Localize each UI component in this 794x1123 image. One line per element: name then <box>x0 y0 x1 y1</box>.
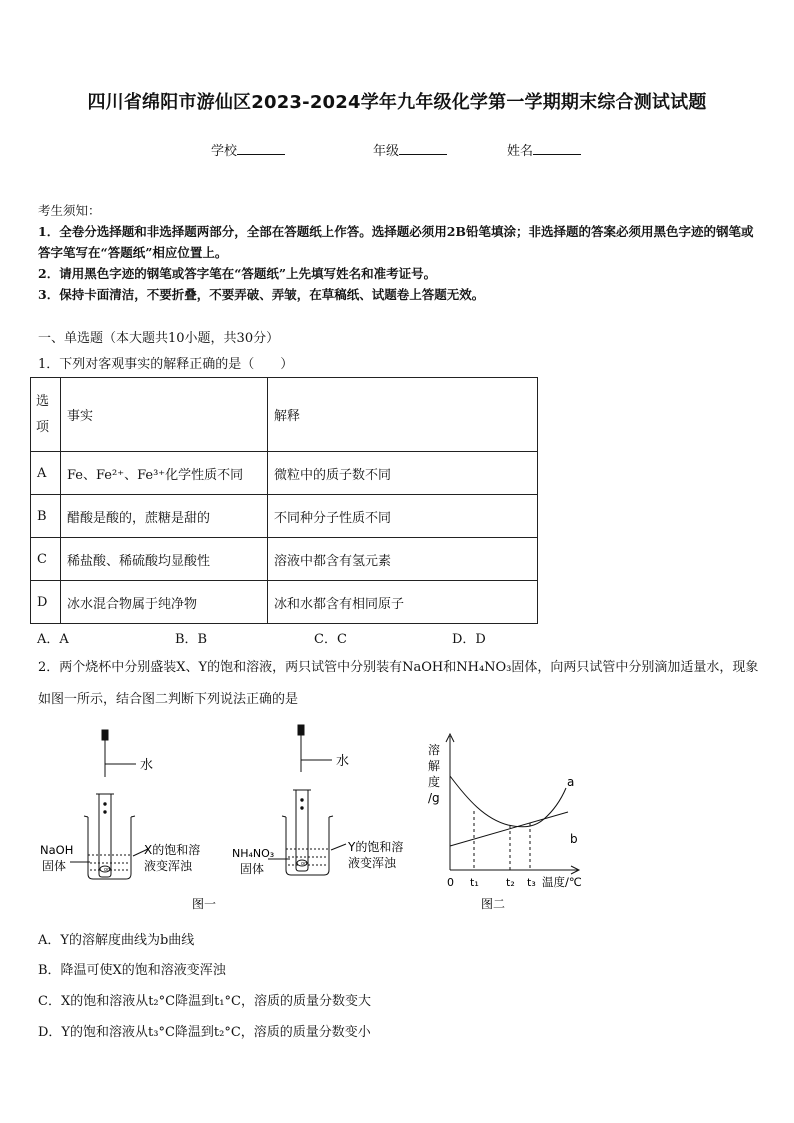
figure2-caption: 图二 <box>481 897 506 911</box>
q1-options <box>0 628 794 647</box>
curve-a-label: a <box>567 775 575 789</box>
row-fact: 稀盐酸、稀硫酸均显酸性 <box>61 538 268 581</box>
row-option: A <box>31 452 61 495</box>
section-heading: 一、单选题（本大题共10小题，共30分） <box>38 331 280 346</box>
table-row <box>31 538 538 581</box>
dropper-bulb-left <box>102 730 108 740</box>
tick-t3: t₃ <box>527 876 536 889</box>
ylabel-1: 溶 <box>428 743 441 757</box>
q2-choice-d[interactable]: D．Y的饱和溶液从t₃°C降温到t₂°C，溶质的质量分数变小 <box>38 1025 371 1040</box>
nh4no3-label: NH₄NO₃ <box>232 847 275 860</box>
table-header-row <box>31 378 538 452</box>
figure1-left-apparatus <box>70 730 148 879</box>
y-solution-label-1: Y的饱和溶 <box>348 840 404 854</box>
header-option: 选项 <box>31 378 61 452</box>
table-row <box>31 452 538 495</box>
q2-figures <box>30 722 610 917</box>
header-fact: 事实 <box>61 378 268 452</box>
row-explain: 溶液中都含有氢元素 <box>268 538 538 581</box>
row-option: B <box>31 495 61 538</box>
school-label: 学校 <box>211 144 238 159</box>
water-label-left: 水 <box>140 758 154 773</box>
q2-stem: 2．两个烧杯中分别盛装X、Y的饱和溶液，两只试管中分别装有NaOH和NH₄NO₃固体，向两只试管中分别滴加适量水，现象如图一所示，结合图二判断下列说法正确的是 <box>38 660 759 707</box>
notice-heading: 考生须知： <box>38 203 101 218</box>
header-explain: 解释 <box>268 378 538 452</box>
test-tube-right <box>296 790 308 871</box>
q2-choice-c[interactable]: C．X的饱和溶液从t₂°C降温到t₁°C，溶质的质量分数变大 <box>38 994 371 1009</box>
nh4no3-solid-label: 固体 <box>240 862 265 876</box>
table-row <box>31 495 538 538</box>
row-option: D <box>31 581 61 624</box>
grade-field[interactable] <box>373 140 447 159</box>
school-field[interactable] <box>211 140 285 159</box>
naoh-solid-label: 固体 <box>42 859 67 873</box>
figure2-graph <box>446 734 579 874</box>
figure1-caption: 图一 <box>192 897 217 911</box>
notice-item-3: 3．保持卡面清洁，不要折叠，不要弄破、弄皱，在草稿纸、试题卷上答题无效。 <box>38 287 485 302</box>
svg-text:oo: oo <box>301 861 308 867</box>
y-solution-label-2: 液变浑浊 <box>348 856 397 870</box>
xlabel: 温度/℃ <box>542 875 582 889</box>
x-solution-label-1: X的饱和溶 <box>144 843 201 857</box>
grade-label: 年级 <box>373 144 400 159</box>
ylabel-2: 解 <box>428 759 441 773</box>
name-blank[interactable] <box>533 142 581 155</box>
q1-option-a[interactable]: A．A <box>37 632 69 647</box>
row-fact: 醋酸是酸的，蔗糖是甜的 <box>61 495 268 538</box>
ylabel-3: 度 <box>428 775 441 789</box>
q1-option-d[interactable]: D．D <box>452 632 486 647</box>
grade-blank[interactable] <box>399 142 447 155</box>
svg-text:oo: oo <box>104 867 111 873</box>
tick-t1: t₁ <box>470 876 479 889</box>
x-solution-label-2: 液变浑浊 <box>144 859 193 873</box>
origin-label: 0 <box>447 876 454 889</box>
curve-b-label: b <box>570 832 578 846</box>
row-explain: 冰和水都含有相同原子 <box>268 581 538 624</box>
name-field[interactable] <box>507 140 581 159</box>
q1-table <box>30 377 538 624</box>
ylabel-4: /g <box>428 791 440 805</box>
q1-option-b[interactable]: B．B <box>175 632 208 647</box>
tick-t2: t₂ <box>506 876 515 889</box>
page-title: 四川省绵阳市游仙区2023-2024学年九年级化学第一学期期末综合测试试题 <box>87 92 707 113</box>
water-label-right: 水 <box>336 754 350 769</box>
q1-stem: 1．下列对客观事实的解释正确的是（ ） <box>38 357 294 372</box>
notice-item-1: 1．全卷分选择题和非选择题两部分，全部在答题纸上作答。选择题必须用2B铅笔填涂；非选择题的答案必须用黑色字迹的钢笔或答字笔写在“答题纸”相应位置上。 <box>38 224 754 260</box>
row-fact: 冰水混合物属于纯净物 <box>61 581 268 624</box>
q2-choice-a[interactable]: A．Y的溶解度曲线为b曲线 <box>38 933 195 948</box>
curve-a <box>450 776 566 827</box>
q2-choice-b[interactable]: B．降温可使X的饱和溶液变浑浊 <box>38 963 226 978</box>
notice-item-2: 2．请用黑色字迹的钢笔或答字笔在“答题纸”上先填写姓名和准考证号。 <box>38 266 437 281</box>
row-fact: Fe、Fe²⁺、Fe³⁺化学性质不同 <box>61 452 268 495</box>
test-tube-left <box>99 794 111 877</box>
q1-option-c[interactable]: C．C <box>314 632 347 647</box>
row-explain: 不同种分子性质不同 <box>268 495 538 538</box>
school-blank[interactable] <box>237 142 285 155</box>
table-row <box>31 581 538 624</box>
dropper-bulb-right <box>298 725 304 735</box>
naoh-label: NaOH <box>40 843 74 857</box>
row-option: C <box>31 538 61 581</box>
row-explain: 微粒中的质子数不同 <box>268 452 538 495</box>
figure1-right-apparatus <box>268 725 346 875</box>
name-label: 姓名 <box>507 144 534 159</box>
curve-b <box>450 812 568 846</box>
